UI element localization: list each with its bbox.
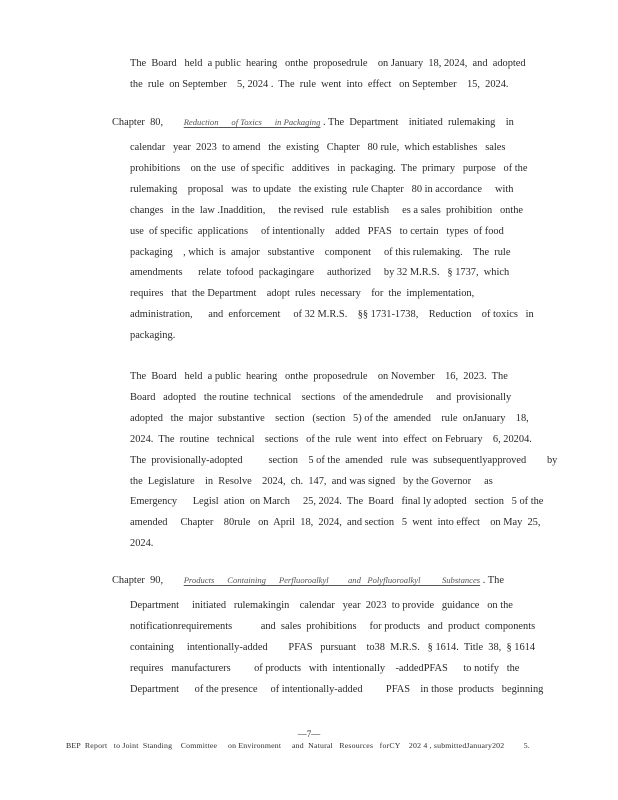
text-line: 2024. [130, 538, 154, 550]
text-line: Board adopted the routine technical sections of the amendedrule and provisionally [130, 391, 512, 403]
chapter-90-title: Products Containing Perfluoroalkyl and Polyfluoroalkyl Substances [183, 575, 481, 585]
chapter-80-first-line: . The Department initiated rulemaking in [322, 117, 514, 128]
board-adoption-paragraph [130, 367, 558, 555]
page-footer: BEP Report to Joint Standing Committee on Environment and Natural Resources forCY 202 4 , submittedJanuary202 5. [66, 741, 530, 750]
text-line: notificationrequirements and sales prohibitions for products and product components [130, 620, 536, 632]
text-line: Department initiated rulemakingin calendar year 2023 to provide guidance on the [130, 600, 513, 611]
text-line: prohibitions on the use of specific additives in packaging. The primary purpose of the [130, 162, 528, 174]
text-line: The provisionally-adopted section 5 of the amended rule was subsequentlyapproved by [130, 454, 558, 466]
text-line: rulemaking proposal was to update the existing rule Chapter 80 in accordance with [130, 183, 514, 195]
text-line: the rule on September 5, 2024 . The rule went into effect on September 15, 2024. [130, 78, 509, 90]
text-line: packaging. [130, 330, 176, 342]
text-line: changes in the law .Inaddition, the revised rule establish es a sales prohibition onthe [130, 204, 524, 216]
chapter-90-first-line: . The [482, 575, 504, 586]
chapter-80-body [130, 138, 550, 347]
text-line: Department of the presence of intentionally-added PFAS in those products beginning [130, 683, 544, 695]
text-line: 2024. The routine technical sections of the rule went into effect on February 6, 20204. [130, 433, 532, 445]
chapter-80-label: Chapter 80, [112, 117, 164, 128]
text-line: amended Chapter 80rule on April 18, 2024, and section 5 went into effect on May 25, [130, 517, 541, 529]
chapter-80-heading [112, 117, 552, 128]
text-line: amendments relate tofood packagingare authorized by 32 M.R.S. § 1737, which [130, 267, 510, 279]
text-line: adopted the major substantive section (section 5) of the amended rule onJanuary 18, [130, 412, 529, 424]
chapter-90-heading [112, 575, 552, 586]
text-line: calendar year 2023 to amend the existing Chapter 80 rule, which establishes sales [130, 142, 506, 153]
text-line: The Board held a public hearing onthe proposedrule on November 16, 2023. The [130, 371, 508, 382]
chapter-80-title: Reduction of Toxics in Packaging [183, 117, 321, 127]
text-line: The Board held a public hearing onthe proposedrule on January 18, 2024, and adopted [130, 58, 526, 69]
intro-paragraph [130, 54, 550, 96]
text-line: the Legislature in Resolve 2024, ch. 147, and was signed by the Governor as [130, 475, 493, 487]
text-line: Emergency Legisl ation on March 25, 2024. The Board final ly adopted section 5 of the [130, 496, 544, 508]
text-line: administration, and enforcement of 32 M.R.S. §§ 1731-1738, Reduction of toxics in [130, 309, 534, 321]
text-line: packaging , which is amajor substantive component of this rulemaking. The rule [130, 246, 511, 258]
page-number: —7— [297, 729, 321, 739]
chapter-90-label: Chapter 90, [112, 575, 164, 586]
chapter-90-body [130, 596, 550, 701]
text-line: use of specific applications of intentionally added PFAS to certain types of food [130, 225, 504, 237]
text-line: containing intentionally-added PFAS pursuant to38 M.R.S. § 1614. Title 38, § 1614 [130, 641, 536, 653]
text-line: requires that the Department adopt rules necessary for the implementation, [130, 288, 475, 300]
text-line: requires manufacturers of products with intentionally -addedPFAS to notify the [130, 662, 520, 674]
